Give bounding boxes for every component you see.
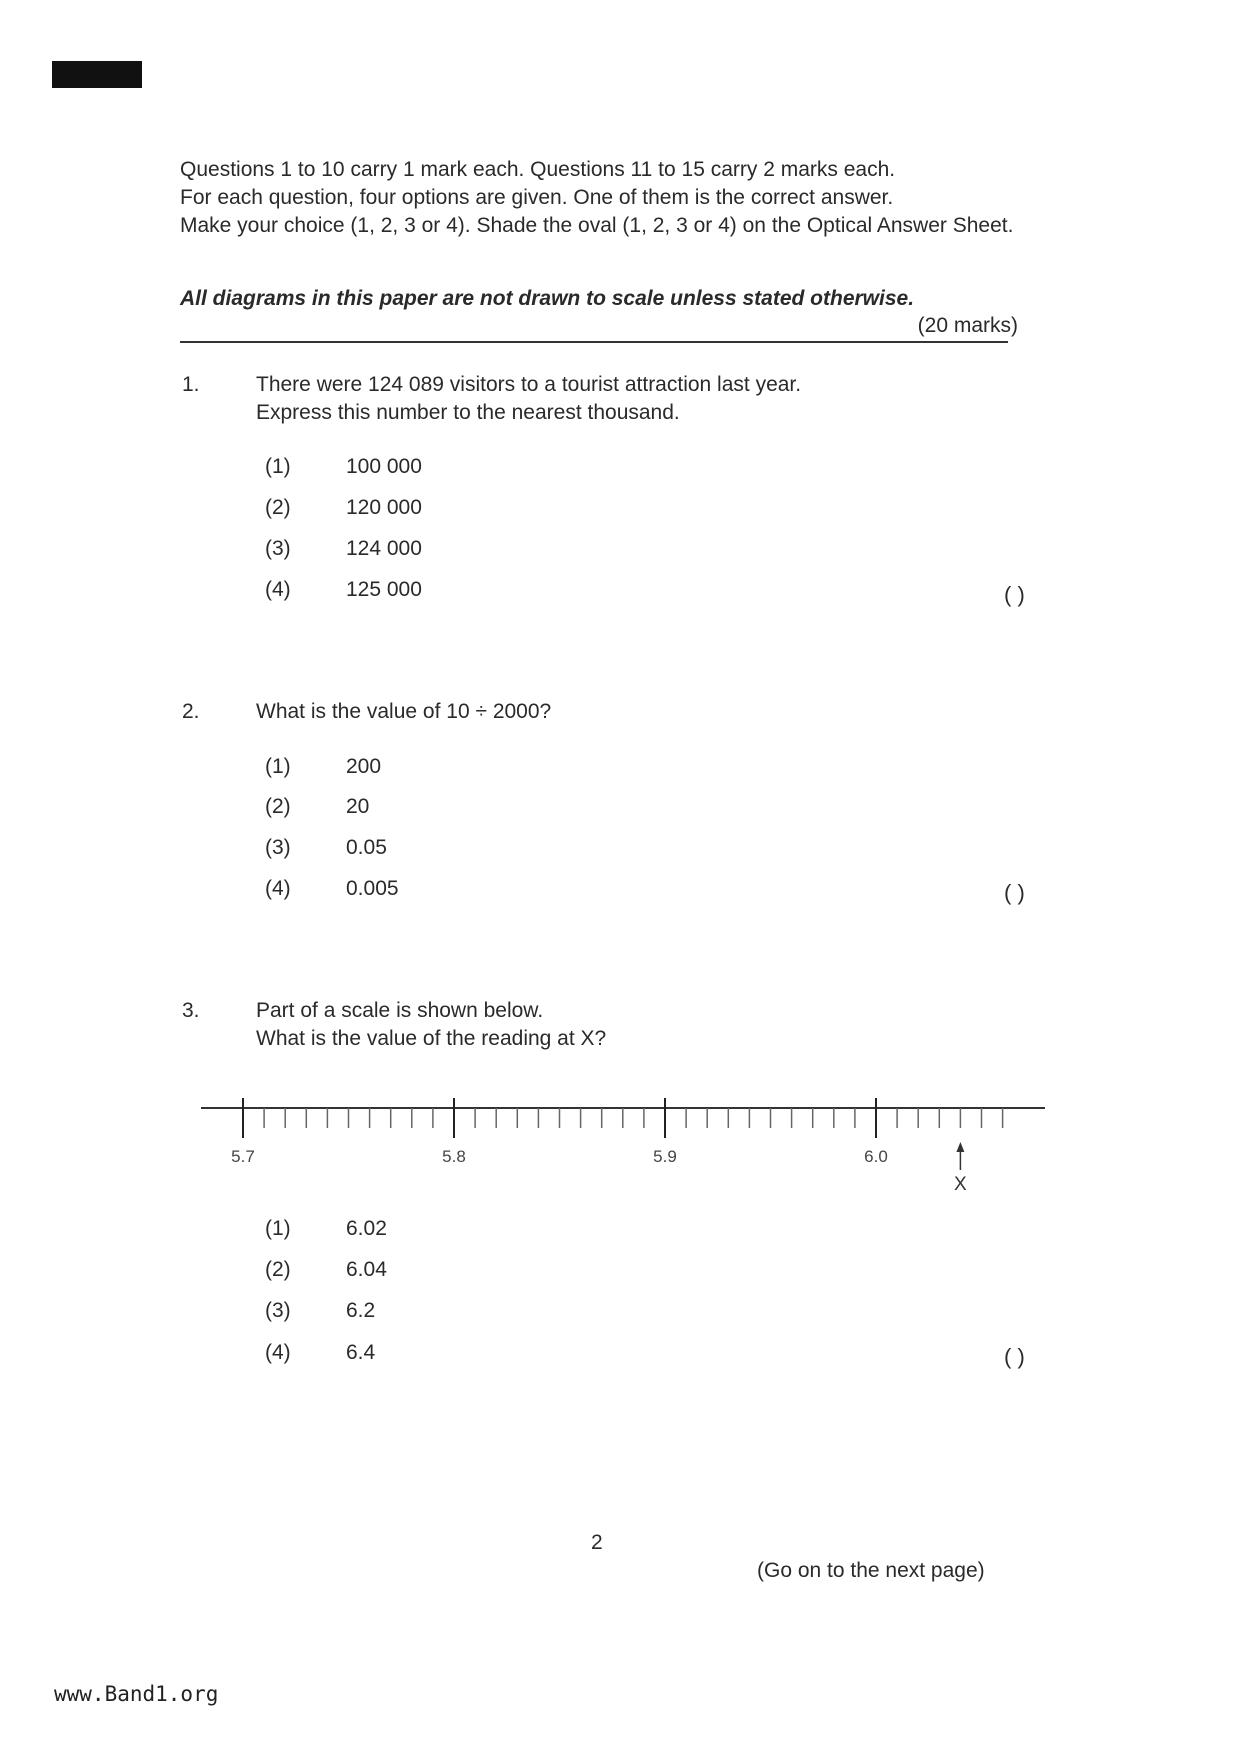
- instructions-line-1: Questions 1 to 10 carry 1 mark each. Questions 11 to 15 carry 2 marks each.: [180, 158, 896, 181]
- question-1-line-1: There were 124 089 visitors to a tourist attraction last year.: [256, 373, 802, 396]
- scale-tick-label: 6.0: [864, 1147, 888, 1166]
- instructions-line-2: For each question, four options are given. One of them is the correct answer.: [180, 186, 894, 209]
- q2-option-1-number: (1): [265, 755, 291, 778]
- diagram-note: All diagrams in this paper are not drawn to scale unless stated otherwise.: [180, 287, 915, 310]
- q2-option-4-number: (4): [265, 877, 291, 900]
- question-1-number: 1.: [182, 373, 200, 396]
- question-2-text: [256, 698, 551, 726]
- q1-option-3-number: (3): [265, 537, 291, 560]
- q3-option-1-number: (1): [265, 1217, 291, 1240]
- q1-option-2-value: 120 000: [346, 496, 422, 519]
- question-3-line-1: Part of a scale is shown below.: [256, 999, 544, 1022]
- q3-option-2-number: (2): [265, 1258, 291, 1281]
- q3-answer-bracket[interactable]: ( ): [1004, 1344, 1025, 1369]
- question-3-line-2: What is the value of the reading at X?: [256, 1027, 607, 1050]
- instructions-line-3: Make your choice (1, 2, 3 or 4). Shade the oval (1, 2, 3 or 4) on the Optical Answer Sheet.: [180, 214, 1014, 237]
- question-3-number: 3.: [182, 999, 200, 1022]
- marker-arrow-icon: [956, 1142, 964, 1152]
- instructions: [180, 156, 1018, 240]
- q3-option-4-value: 6.4: [346, 1341, 376, 1364]
- q1-option-3-value: 124 000: [346, 537, 422, 560]
- q1-option-1-value: 100 000: [346, 455, 422, 478]
- q1-option-4-value: 125 000: [346, 578, 422, 601]
- q2-option-2-number: (2): [265, 795, 291, 818]
- q1-option-1-number: (1): [265, 455, 291, 478]
- q2-option-1-value: 200: [346, 755, 382, 778]
- q1-answer-bracket[interactable]: ( ): [1004, 582, 1025, 607]
- question-3-text: [256, 997, 606, 1053]
- q1-option-4-number: (4): [265, 578, 291, 601]
- scale-tick-label: 5.8: [442, 1147, 466, 1166]
- q2-option-3-value: 0.05: [346, 836, 387, 859]
- q3-option-2-value: 6.04: [346, 1258, 387, 1281]
- question-2-number: 2.: [182, 700, 200, 723]
- q1-option-2-number: (2): [265, 496, 291, 519]
- q3-option-3-number: (3): [265, 1299, 291, 1322]
- question-2-line-1: What is the value of 10 ÷ 2000?: [256, 700, 552, 723]
- q3-option-4-number: (4): [265, 1341, 291, 1364]
- q2-answer-bracket[interactable]: ( ): [1004, 880, 1025, 905]
- continue-note: (Go on to the next page): [757, 1559, 985, 1582]
- q2-option-3-number: (3): [265, 836, 291, 859]
- q3-option-3-value: 6.2: [346, 1299, 376, 1322]
- total-marks: (20 marks): [917, 314, 1018, 337]
- redaction-block: [52, 61, 142, 88]
- q3-option-1-value: 6.02: [346, 1217, 387, 1240]
- number-line-diagram: [0, 1080, 1239, 1200]
- q2-option-2-value: 20: [346, 795, 370, 818]
- section-divider: [180, 341, 1008, 343]
- marker-label: X: [954, 1174, 967, 1195]
- question-1-line-2: Express this number to the nearest thousand.: [256, 401, 680, 424]
- scale-tick-label: 5.7: [231, 1147, 255, 1166]
- site-watermark: www.Band1.org: [54, 1682, 219, 1706]
- q2-option-4-value: 0.005: [346, 877, 399, 900]
- page-number: 2: [591, 1531, 603, 1554]
- question-1-text: [256, 371, 801, 427]
- scale-tick-label: 5.9: [653, 1147, 677, 1166]
